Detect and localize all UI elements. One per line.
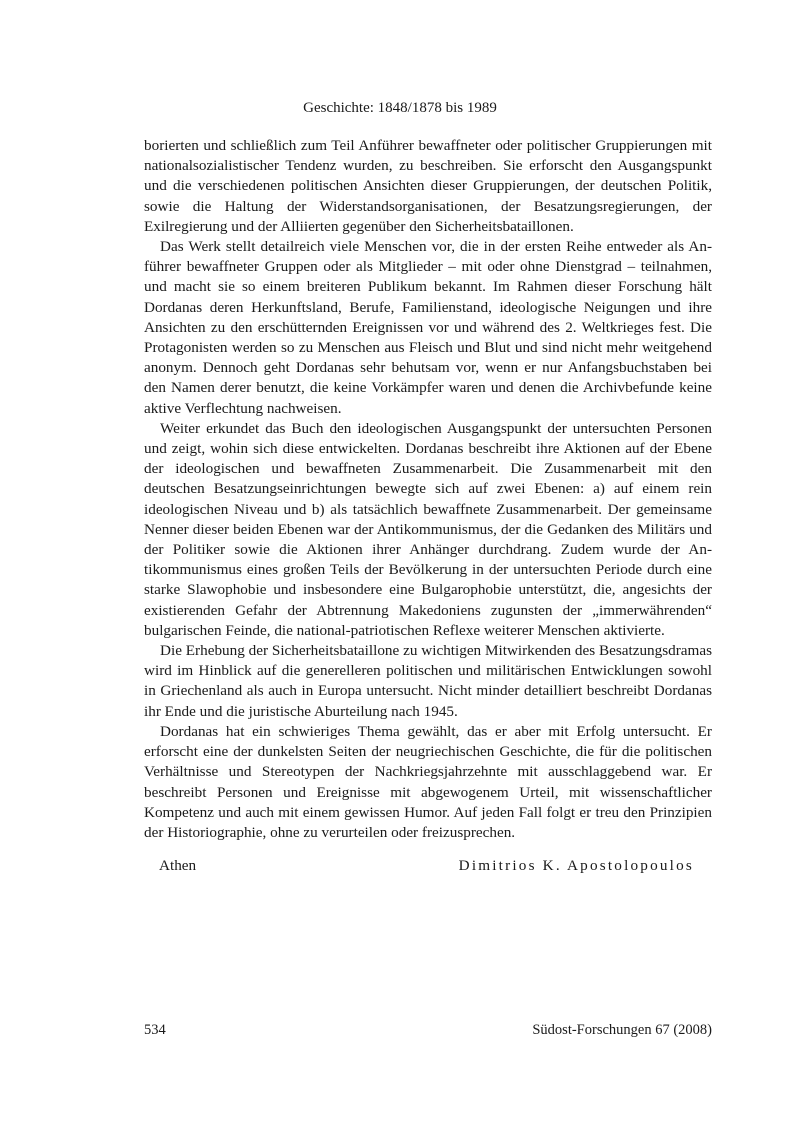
paragraph-5: Dordanas hat ein schwieriges Thema gewählt, das er aber mit Erfolg untersucht. Er erforscht eine der dunkelsten Seiten der neugriechischen Geschichte, die für die politischen Verhältnisse und Stereotypen der Nachkriegsjahrzehnte mit ausschlaggebend war. Er beschreibt Personen und Ereignisse mit abgewogenem Urteil, mit wissenschaftlicher Kompetenz und auch mit einem gewissen Humor. Auf jeden Fall folgt er treu den Prinzipien der Historiographie, ohne zu verurteilen oder freizusprechen. (144, 722, 712, 841)
paragraph-2: Das Werk stellt detailreich viele Menschen vor, die in der ersten Reihe entweder als Anführer bewaffneter Gruppen oder als Mitglieder – mit oder ohne Dienstgrad – teilnahmen, und macht sie so einem breiteren Publikum bekannt. Im Rahmen dieser Forschung hält Dordanas deren Herkunftsland, Berufe, Familienstand, ideologische Neigungen und ihre Ansichten zu den erschütternden Ereignissen vor und während des 2. Weltkrieges fest. Die Protagonisten werden so zu Menschen aus Fleisch und Blut und sind nicht mehr weitgehend anonym. Dennoch geht Dordanas sehr behutsam vor, wenn er nur Anfangsbuchstaben bei den Namen derer benutzt, die keine Vorkämpfer waren und denen die Archivbefunde keine aktive Verflechtung nachweisen. (144, 238, 712, 417)
running-title: Geschichte: 1848/1878 bis 1989 (303, 100, 497, 116)
paragraph-1: borierten und schließlich zum Teil Anführer bewaffneter oder politischer Gruppierungen mit nationalsozialistischer Tendenz wurden, zu beschreiben. Sie erforscht den Ausgangspunkt und die verschiedenen politischen Ansichten dieser Gruppierungen, der deutschen Politik, sowie die Haltung der Widerstandsorganisationen, der Besatzungsregierungen, der Exilregierung und der Alliierten gegenüber den Sicherheitsbataillonen. (144, 137, 712, 235)
paragraph-3: Weiter erkundet das Buch den ideologischen Ausgangspunkt der untersuchten Personen und zeigt, wohin sich diese entwickelten. Dordanas beschreibt ihre Aktionen auf der Ebene der ideologischen und bewaffneten Zusammenarbeit. Die Zusammenarbeit mit den deutschen Besatzungseinrichtungen bewegte sich auf zwei Ebenen: a) auf einem rein ideologischen Niveau und b) als tatsächlich bewaffnete Zusammenarbeit. Der gemeinsame Nenner dieser beiden Ebenen war der Antikommunismus, der die Gedanken des Militärs und der Politiker sowie die Aktionen ihrer Anhänger durchdrang. Zudem wurde der Antikommunismus eines großen Teils der Bevölkerung in der untersuchten Periode durch eine starke Slawophobie und insbesondere eine Bulgarophobie unterstützt, die, angesichts der existierenden Gefahr der Abtrennung Makedoniens zugunsten der „immerwährenden“ bulgarischen Feinde, die national-patriotischen Reflexe weiterer Menschen aktivierte. (144, 419, 712, 639)
signature-author: Dimitrios K. Apostolopoulos (458, 857, 694, 874)
page-number: 534 (144, 1022, 166, 1038)
journal-reference: Südost-Forschungen 67 (2008) (532, 1022, 712, 1038)
review-body (144, 136, 712, 843)
paragraph-4: Die Erhebung der Sicherheitsbataillone zu wichtigen Mitwirkenden des Besatzungsdramas wird im Hinblick auf die generelleren politischen und militärischen Entwicklungen sowohl in Griechenland als auch in Europa untersucht. Nicht minder detailliert beschreibt Dordanas ihr Ende und die juristische Aburteilung nach 1945. (144, 642, 712, 720)
signature-place: Athen (159, 857, 197, 874)
